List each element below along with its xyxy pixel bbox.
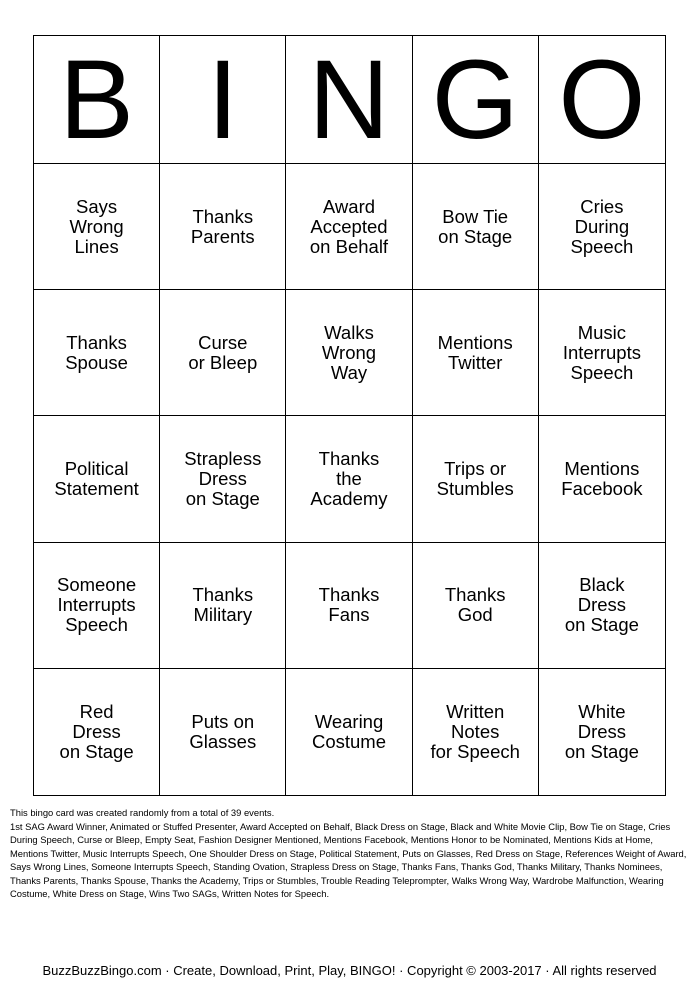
bingo-cell: Bow Tie on Stage (413, 164, 539, 290)
bingo-cell: Mentions Twitter (413, 290, 539, 416)
header-letter-i: I (160, 36, 286, 164)
bingo-cell: Thanks Spouse (34, 290, 160, 416)
bingo-cell: Thanks Parents (160, 164, 286, 290)
bingo-cell: Says Wrong Lines (34, 164, 160, 290)
event-count-note: This bingo card was created randomly from a total of 39 events. (10, 807, 275, 818)
bingo-cell: Black Dress on Stage (539, 543, 665, 669)
bingo-cell: Wearing Costume (286, 669, 412, 795)
card-info (10, 806, 690, 901)
bingo-cell: Political Statement (34, 416, 160, 542)
header-letter-b: B (34, 36, 160, 164)
bingo-cell: Puts on Glasses (160, 669, 286, 795)
bingo-cell: Written Notes for Speech (413, 669, 539, 795)
bingo-cell: Thanks Fans (286, 543, 412, 669)
header-letter-g: G (413, 36, 539, 164)
bingo-cell: Cries During Speech (539, 164, 665, 290)
bingo-cell: Mentions Facebook (539, 416, 665, 542)
bingo-cell: Strapless Dress on Stage (160, 416, 286, 542)
bingo-cell: Trips or Stumbles (413, 416, 539, 542)
bingo-cell: Thanks Military (160, 543, 286, 669)
bingo-cell: Someone Interrupts Speech (34, 543, 160, 669)
bingo-cell: Walks Wrong Way (286, 290, 412, 416)
bingo-cell: Curse or Bleep (160, 290, 286, 416)
bingo-cell: Thanks God (413, 543, 539, 669)
bingo-cell: Red Dress on Stage (34, 669, 160, 795)
header-letter-o: O (539, 36, 665, 164)
footer-copyright: BuzzBuzzBingo.com · Create, Download, Print, Play, BINGO! · Copyright © 2003-2017 · All rights reserved (42, 963, 657, 978)
bingo-cell: White Dress on Stage (564, 700, 639, 762)
bingo-cell: Award Accepted on Behalf (286, 164, 412, 290)
bingo-card (33, 35, 666, 796)
bingo-cell: Thanks the Academy (286, 416, 412, 542)
header-letter-n: N (286, 36, 412, 164)
bingo-cell: Music Interrupts Speech (539, 290, 665, 416)
event-list: 1st SAG Award Winner, Animated or Stuffed Presenter, Award Accepted on Behalf, Black Dress on Stage, Black and White Movie Clip, Bow Tie on Stage, Cries During Speech, Curse or Bleep, Empty Seat, Fashion Designer Mentioned, Mentions Facebook, Mentions Honor to be Nominated, Mentions Kids at Home, Mentions Twitter, Music Interrupts Speech, One Shoulder Dress on Stage, Political Statement, Puts on Glasses, Red Dress on Stage, References Weight of Award, Says Wrong Lines, Someone Interrupts Speech, Standing Ovation, Strapless Dress on Stage, Thanks Fans, Thanks God, Thanks Military, Thanks Nominees, Thanks Parents, Thanks Spouse, Thanks the Academy, Trips or Stumbles, Trouble Reading Teleprompter, Walks Wrong Way, Wardrobe Malfunction, Wearing Costume, White Dress on Stage, Wins Two SAGs, Written Notes for Speech. (10, 820, 687, 899)
